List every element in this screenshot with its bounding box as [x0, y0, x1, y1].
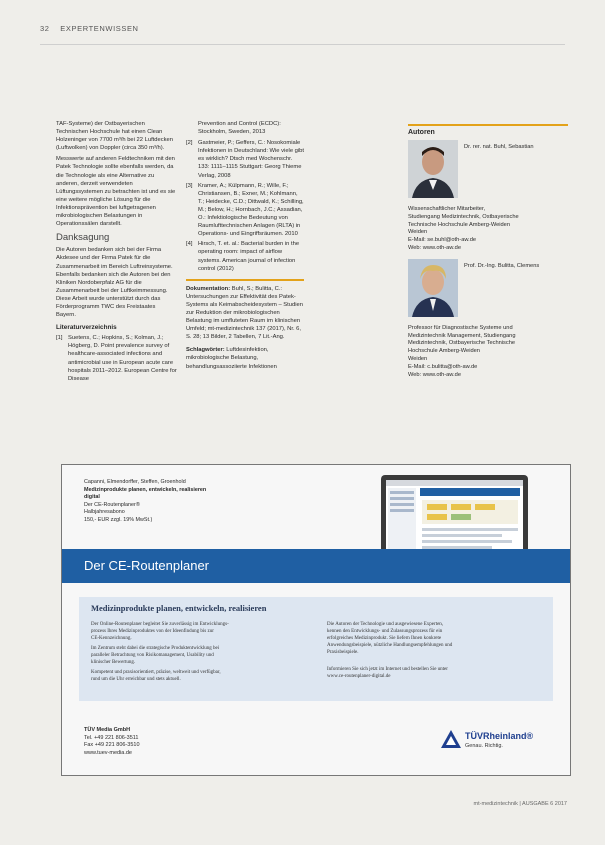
tuv-tagline: Genau. Richtig.	[465, 743, 503, 749]
ad-product-info	[84, 479, 334, 525]
ad-product: Der CE-Routenplaner®	[84, 501, 140, 508]
ad-edition: Halbjahresabono	[84, 509, 125, 516]
column-one	[56, 120, 177, 385]
authors-rule	[408, 124, 568, 126]
reference-item	[56, 334, 177, 383]
author-web[interactable]: Web: www.oth-aw.de	[408, 244, 462, 251]
column-two	[186, 120, 304, 374]
reference-continuation: Prevention and Control (ECDC): Stockholm, Sweden, 2013	[198, 121, 281, 136]
ad-right-text: Die Autoren der Technologie und ausgewiesene Experten, kennen den Entwicklungs- und Zulassungsprozess für ein erfolgreiches Medizinprodukt. Sie liefern Ihnen konkrete Anwendungsbeispiele, nützliche Handlungsempfehlungen und Praxisbeispiele. Informieren Sie sich jetzt im Internet und bestellen Sie unter www.ce-routenplaner-digital.de	[327, 621, 545, 680]
page-footer: mt-medizintechnik | AUSGABE 6 2017	[473, 801, 567, 807]
authors-heading: Autoren	[408, 129, 435, 136]
author-one	[408, 140, 568, 198]
ad-tel: Tel. +49 221 806-3511	[84, 734, 139, 741]
author-photo	[408, 140, 458, 198]
authors-box	[408, 124, 568, 379]
ad-order-link[interactable]: www.ce-routenplaner-digital.de	[327, 674, 391, 679]
author-web[interactable]: Web: www.oth-aw.de	[408, 371, 462, 378]
ad-publisher: TÜV Media GmbH	[84, 727, 131, 733]
author-photo	[408, 259, 458, 317]
ad-inner-heading: Medizinprodukte planen, entwickeln, realisieren	[91, 603, 267, 613]
section-name: EXPERTENWISSEN	[60, 24, 139, 33]
author-name: Dr. rer. nat. Buhl, Sebastian	[464, 144, 534, 150]
ad-left-text: Der Online-Routenplaner begleitet Sie zuverlässig im Entwicklungs- prozess Ihres Medizinproduktes von der Ideenfindung bis zur CE-Kennzeichnung. Im Zentrum steht dabei die strategische Produktentwicklung bei paralleler Betrachtung von Risikomanagement, Usability und klinischer Bewertung. Kompetent und praxisorientiert, präzise, weltweit und verfügbar, rund um die Uhr erreichbar und stets aktuell.	[91, 622, 229, 682]
header-rule	[40, 44, 565, 45]
paragraph: Messwerte auf anderen Feldtechniken mit den Patek Technologie sollte ebenfalls werden, da die Technologie als eine Alternative zu anderen, derzeit verwendeten Lüftungssystemen zu betrachten ist und es sie eine weitere mögliche Lösung für die Infektionsprävention bei luftgetragenen mikrobiologischen Belastungen in Operationssälen darstellt.	[56, 156, 176, 228]
ad-authors: Capanni, Elmendorffer, Steffen, Groenhold	[84, 479, 186, 485]
ad-fax: Fax +49 221 806-3510	[84, 742, 140, 749]
reference-number: [1]	[56, 335, 63, 342]
keywords-label: Schlagwörter:	[186, 347, 225, 354]
reference-text: Suetens, C.; Hopkins, S.; Kolman, J.; Högberg, D. Point prevalence survey of healthcare-associated infections and antimicrobial use in European acute care hospitals 2011–2012. European Centre for Disease	[68, 335, 177, 382]
page-number: 32	[40, 24, 50, 33]
author-details: Wissenschaftlicher Mitarbeiter, Studiengang Medizintechnik, Ostbayerische Technische Hochschule Amberg-Weiden Weiden E-Mail: se.buhl@oth-aw.de Web: www.oth-aw.de	[408, 206, 568, 253]
documentation-text: Buhl, S.; Bulitta, C.: Untersuchungen zur Effektivität des Patek-Systems als Keimabscheidesystem – Studien zur Reduktion der mikrobiologischen Belastung im umfluteten Raum im klinischen Umfeld; mt-medizintechnik 137 (2017), Nr. 6, S. 28; 13 Bilder, 2 Tabellen, 7 Lit.-Ang.	[186, 285, 303, 341]
reference-item: [2] Gastmeier, P.; Geffers, C.: Nosokomiale Infektionen in Deutschland: Wie viele gibt es wirklich? Dtsch med Wochenschr. 133: 1111–1115 Stuttgart: Georg Thieme Verlag, 2008	[186, 140, 305, 179]
documentation-rule	[186, 279, 304, 281]
author-details: Professor für Diagnostische Systeme und Medizintechnik Management, Studiengang Medizintechnik, Ostbayerische Technische Hochschule Amberg-Weiden Weiden E-Mail: c.bulitta@oth-aw.de Web: www.oth-aw.de	[408, 325, 568, 380]
author-email[interactable]: E-Mail: se.buhl@oth-aw.de	[408, 237, 477, 244]
documentation-block	[186, 285, 304, 342]
author-name: Prof. Dr.-Ing. Bulitta, Clemens	[464, 262, 540, 269]
author-two	[408, 259, 568, 317]
ad-price: 150,- EUR zzgl. 19% MwSt.)	[84, 516, 153, 523]
reference-item: [4] Hirsch, T. et. al.: Bacterial burden in the operating room: impact of airflow systems. American journal of infection control (2012)	[186, 241, 300, 272]
advertisement	[61, 464, 571, 776]
ad-title: Medizinprodukte planen, entwickeln, realisieren	[84, 486, 207, 493]
documentation-label: Dokumentation:	[186, 285, 231, 292]
reference-item: [3] Kramer, A.; Külpmann, R.; Wille, F.; Christiansen, B.; Exner, M.; Kohlmann, T.; Heidecke, C.D.; Dittwald, K.; Schilling, M.; Below, H.; Hornbach, J.C.; Assadian, O.: Infektiologische Bedeutung von Raumlufttechnischen Anlagen (RLTA) in Operations- und Eingriffsräumen. 2010	[186, 182, 304, 238]
ad-subtitle: digital	[84, 494, 100, 501]
tuv-brand: TÜVRheinland®	[465, 731, 534, 741]
ad-web[interactable]: www.tuev-media.de	[84, 749, 132, 756]
ad-band	[62, 549, 570, 583]
keywords-text: Luftdesinfektion, mikrobiologische Belastung, behandlungsassoziierte Infektionen	[186, 347, 277, 370]
tuv-triangle-icon	[440, 729, 462, 749]
ad-publisher-contact	[84, 727, 140, 757]
ad-description	[79, 597, 553, 701]
acknowledgements-heading: Danksagung	[56, 232, 110, 244]
page-header	[40, 24, 139, 33]
author-email[interactable]: E-Mail: c.bulitta@oth-aw.de	[408, 363, 478, 370]
ad-band-title: Der CE-Routenplaner	[84, 558, 210, 573]
literature-heading: Literaturverzeichnis	[56, 324, 117, 332]
paragraph: TAF-Systeme) der Ostbayerischen Technischen Hochschule hat einen Clean Holzeninger von 7700 m³/h bei 22 Luftdecken (Luftwolken) von Doppler (circa 350 m³/h).	[56, 121, 173, 152]
keywords-block	[186, 346, 304, 370]
acknowledgements-text: Die Autoren bedanken sich bei der Firma Akdesee und der Firma Patek für die Zusammenarbeit im Bereich Luftreinsysteme. Ebenfalls bedanken sich die Autoren bei den Kliniken Nordoberpfalz AG für die Zusammenarbeit bei der Luftkeimmessung. Diese Arbeit wurde unterstützt durch das Förderprogramm TWC des Freistaates Bayern.	[56, 247, 173, 319]
